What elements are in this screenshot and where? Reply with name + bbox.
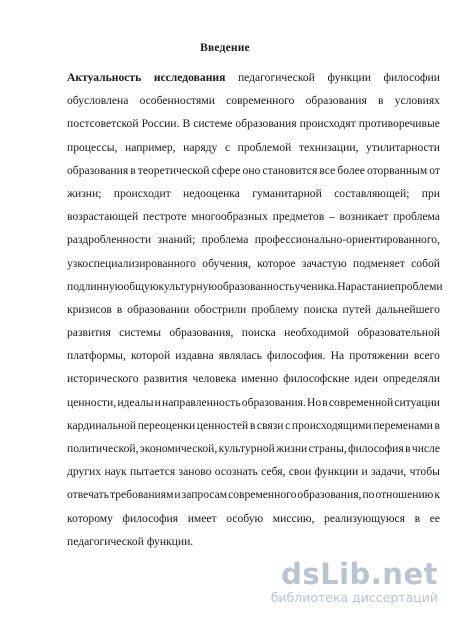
word: образовании	[127, 302, 190, 316]
word: поиска	[241, 326, 276, 340]
word: более	[337, 163, 365, 177]
word: ценностей	[196, 418, 249, 432]
word: в	[377, 94, 384, 108]
word: многообразных	[191, 210, 268, 224]
word: подлинную	[67, 279, 124, 293]
word: педагогической	[237, 71, 315, 84]
word: отвечать	[67, 488, 110, 502]
word: кризисов	[67, 302, 112, 316]
word: например,	[125, 140, 176, 154]
bold-word: Актуальность	[67, 71, 142, 84]
word: образования	[305, 94, 367, 108]
text-line	[67, 66, 440, 89]
word: предметов	[272, 210, 325, 224]
word: раздробленности	[67, 233, 152, 247]
text-line	[67, 367, 440, 390]
word: функции.	[146, 534, 194, 548]
text-line	[67, 112, 440, 135]
word: реализующуюся	[324, 511, 405, 525]
word: к	[434, 488, 440, 502]
word: педагогической	[67, 534, 144, 548]
word: В	[182, 117, 191, 131]
word: знаний;	[157, 233, 196, 247]
word: гуманитарной	[252, 186, 322, 200]
word: постсоветской	[67, 117, 139, 131]
word: с	[224, 140, 231, 154]
word: образования.	[241, 395, 306, 409]
word: узкоспециализированного	[67, 256, 196, 270]
word: проблемой	[237, 140, 292, 154]
word: жизни	[276, 442, 308, 455]
word: направленность	[162, 395, 241, 409]
word: которому	[67, 511, 113, 525]
word: и	[154, 395, 161, 409]
word: и	[361, 465, 368, 479]
word: развития	[67, 326, 111, 340]
word: технизации,	[298, 140, 359, 154]
word: утилитарности	[366, 140, 440, 154]
word: которое	[257, 256, 296, 270]
word: образования	[67, 163, 129, 177]
word: современного	[226, 94, 295, 108]
text-line	[67, 321, 440, 344]
word: обучения,	[202, 256, 251, 270]
word: ученика.	[294, 279, 338, 293]
text-line	[67, 530, 440, 553]
word: в	[116, 302, 123, 316]
word: наук	[104, 465, 127, 479]
word: свои	[288, 465, 312, 479]
text-line	[67, 89, 440, 112]
word: культурной	[218, 442, 275, 455]
text-line	[67, 460, 440, 483]
word: функции	[327, 71, 371, 84]
text-line	[67, 159, 440, 182]
word: Нарастание	[337, 279, 395, 293]
text-line	[67, 414, 440, 437]
word: противоречивые	[358, 117, 440, 131]
word: обусловлена	[67, 94, 129, 108]
word: дальнейшего	[375, 302, 440, 316]
word: философия.	[267, 349, 326, 363]
word: возникает	[339, 210, 389, 224]
word: в	[434, 418, 440, 432]
word: философия	[122, 511, 179, 525]
word: от	[429, 163, 440, 177]
word: пестроте	[142, 210, 187, 224]
word: в	[405, 442, 411, 455]
word: России.	[141, 117, 180, 131]
word: политической,	[67, 442, 139, 455]
word: все	[319, 163, 336, 177]
word: ее	[429, 511, 440, 525]
word: общую	[123, 279, 159, 293]
word: идеи	[354, 372, 378, 386]
word: чтобы	[409, 465, 440, 479]
word: становится	[262, 163, 318, 177]
word: по	[362, 488, 375, 502]
word: имеет	[187, 511, 217, 525]
text-line	[67, 391, 440, 414]
watermark	[270, 557, 438, 611]
word: в	[249, 418, 256, 432]
text-line	[67, 275, 443, 298]
word: обострили	[194, 302, 247, 316]
word: себя,	[261, 465, 286, 479]
body-paragraph	[67, 66, 443, 553]
text-line	[67, 136, 440, 159]
word: переменами	[373, 418, 433, 432]
word: экономической,	[139, 442, 218, 455]
word: профессионально-ориентированного,	[254, 233, 440, 247]
word: условиях	[394, 94, 440, 108]
word: современного	[228, 488, 297, 502]
word: наряду	[183, 140, 218, 154]
text-line	[67, 298, 440, 321]
word: составляющей;	[334, 186, 410, 200]
word: проблем	[394, 279, 437, 293]
word: пытается	[130, 465, 176, 479]
word: в	[322, 395, 328, 409]
word: философские	[283, 372, 350, 386]
text-line	[67, 483, 440, 506]
watermark-logo: dsLib.net	[281, 557, 438, 591]
word: происходит	[113, 186, 171, 200]
word: ситуации	[394, 395, 440, 409]
word: именно	[241, 372, 279, 386]
word: связи	[256, 418, 284, 432]
word: теоретической	[137, 163, 210, 177]
word: идеалы	[117, 395, 154, 409]
word: философия	[348, 442, 404, 455]
word: происходят	[299, 117, 356, 131]
word: страны,	[308, 442, 347, 455]
word: кардинальной	[67, 418, 137, 432]
word: процессы,	[67, 140, 118, 154]
word: которой	[130, 349, 171, 363]
word: переоценки	[137, 418, 196, 432]
text-line	[67, 252, 440, 275]
word: образовательной	[357, 326, 440, 340]
watermark-subtitle: библиотека диссертаций	[270, 590, 438, 605]
word: развития	[143, 372, 188, 386]
word: осознать	[214, 465, 258, 479]
word: возрастающей	[67, 210, 139, 224]
word: философии	[383, 71, 440, 84]
word: проблема	[393, 210, 440, 224]
text-line	[67, 228, 440, 251]
word: происходящими	[291, 418, 372, 432]
word: являлась	[218, 349, 262, 363]
word: всего	[413, 349, 440, 363]
word: Но	[306, 395, 322, 409]
word: исторического	[67, 372, 139, 386]
word: сфере	[211, 163, 241, 177]
word: оно	[242, 163, 261, 177]
word: проблема	[201, 233, 249, 247]
word: с	[285, 418, 291, 432]
word: ценности,	[67, 395, 117, 409]
word: отношению	[375, 488, 434, 502]
word: жизни;	[67, 186, 102, 200]
word: системы	[119, 326, 162, 340]
text-line	[67, 182, 440, 205]
word: –	[328, 210, 335, 224]
word: недооценка	[183, 186, 240, 200]
word: и	[436, 279, 443, 293]
word: определяли	[383, 372, 440, 386]
word: функции	[314, 465, 359, 479]
word: особую	[226, 511, 264, 525]
word: в	[414, 511, 421, 525]
word: в	[130, 163, 136, 177]
word: человека	[192, 372, 237, 386]
word: запросам	[181, 488, 228, 502]
word: требованиям	[110, 488, 174, 502]
word: заново	[178, 465, 212, 479]
word: подменяет	[353, 256, 405, 270]
word: культурную	[158, 279, 218, 293]
word: зачастую	[301, 256, 347, 270]
word: протяжении	[349, 349, 409, 363]
word: путей	[342, 302, 371, 316]
word: платформы,	[67, 349, 126, 363]
text-line	[67, 344, 440, 367]
word: особенностями	[139, 94, 215, 108]
text-line	[67, 205, 440, 228]
word: при	[421, 186, 440, 200]
word: издавна	[175, 349, 214, 363]
word: образования,	[297, 488, 362, 502]
word: образованность	[217, 279, 295, 293]
word: числе	[411, 442, 440, 455]
word: задачи,	[371, 465, 407, 479]
page-title: Введение	[200, 42, 250, 54]
word: образования,	[169, 326, 234, 340]
word: системе	[193, 117, 233, 131]
word: собой	[411, 256, 440, 270]
word: и	[174, 488, 181, 502]
word: проблему	[251, 302, 299, 316]
word: других	[67, 465, 102, 479]
word: необходимой	[284, 326, 349, 340]
word: образования	[235, 117, 297, 131]
text-line	[67, 437, 440, 460]
word: оторванным	[367, 163, 428, 177]
bold-word: исследования	[153, 71, 226, 84]
word: современной	[328, 395, 394, 409]
word: На	[330, 349, 345, 363]
text-line	[67, 507, 440, 530]
word: миссию,	[272, 511, 315, 525]
word: поиска	[303, 302, 338, 316]
